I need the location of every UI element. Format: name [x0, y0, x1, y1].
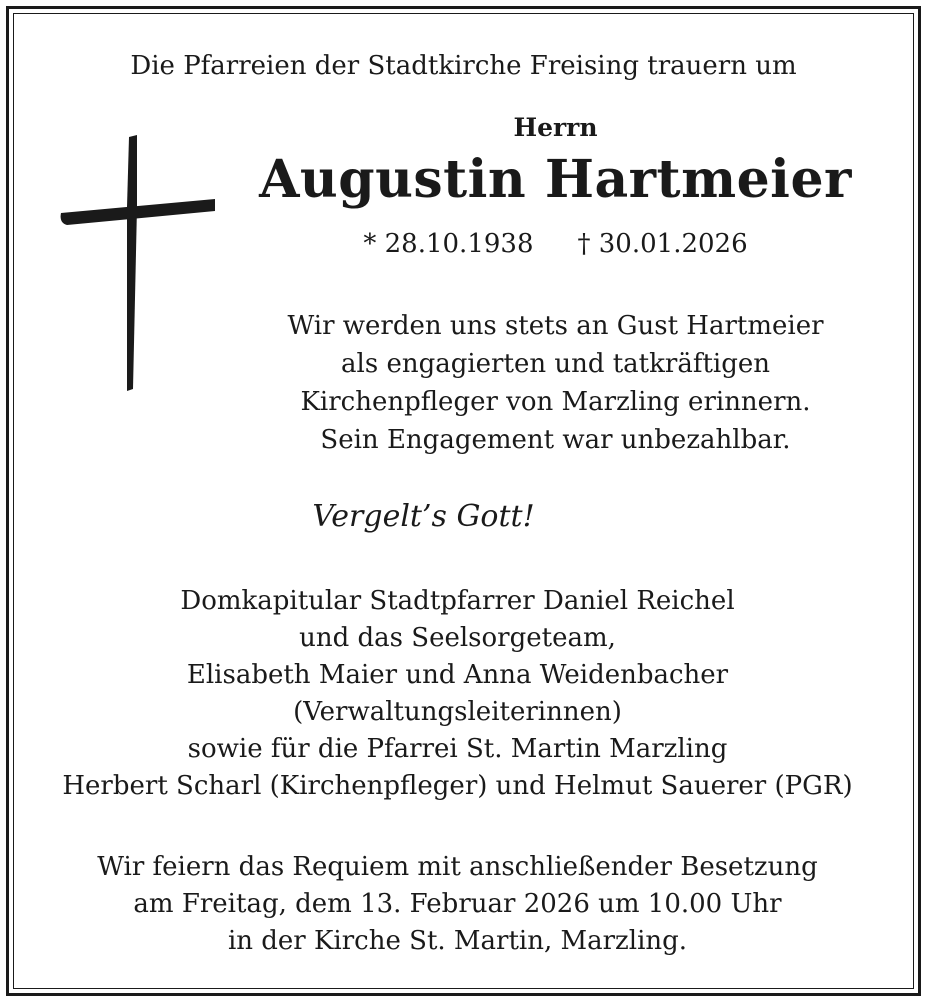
obituary-notice: [6, 6, 921, 996]
requiem-line: am Freitag, dem 13. Februar 2026 um 10.00 Uhr: [133, 889, 782, 919]
tribute-text: [101, 307, 925, 459]
signer-line: Domkapitular Stadtpfarrer Daniel Reichel: [180, 586, 735, 616]
intro-text: Die Pfarreien der Stadtkirche Freising trauern um: [130, 51, 797, 81]
salutation: Herrn: [513, 113, 598, 142]
tribute-line: Wir werden uns stets an Gust Hartmeier: [287, 311, 824, 341]
deceased-name: Augustin Hartmeier: [259, 149, 852, 210]
signer-line: Herbert Scharl (Kirchenpfleger) und Helmut Sauerer (PGR): [62, 771, 853, 801]
signer-line: sowie für die Pfarrei St. Martin Marzling: [187, 734, 728, 764]
tribute-line: Kirchenpfleger von Marzling erinnern.: [300, 387, 811, 417]
tribute-line: Sein Engagement war unbezahlbar.: [320, 425, 791, 455]
birth-date: * 28.10.1938: [363, 229, 534, 259]
signer-line: Elisabeth Maier und Anna Weidenbacher: [186, 660, 729, 690]
life-dates: [101, 229, 925, 259]
requiem-line: Wir feiern das Requiem mit anschließender Besetzung: [97, 852, 818, 882]
blessing-text: Vergelt’s Gott!: [312, 499, 535, 534]
requiem-line: in der Kirche St. Martin, Marzling.: [227, 926, 688, 956]
signers-block: [3, 583, 912, 805]
signer-line: und das Seelsorgeteam,: [299, 623, 616, 653]
tribute-line: als engagierten und tatkräftigen: [341, 349, 770, 379]
signer-line: (Verwaltungsleiterinnen): [293, 697, 622, 727]
death-date: † 30.01.2026: [577, 229, 748, 259]
requiem-info: [3, 849, 912, 960]
